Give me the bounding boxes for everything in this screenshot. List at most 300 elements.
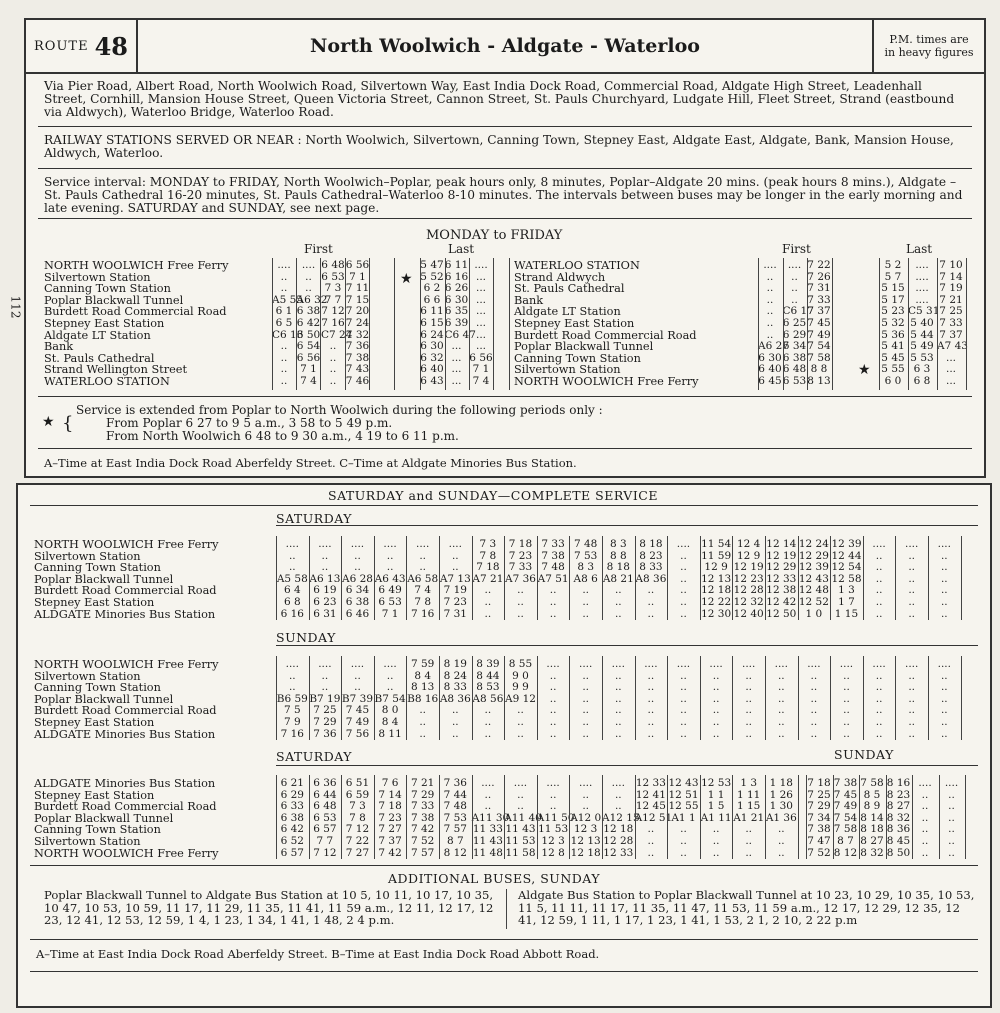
time-cell: 7 12 [313,846,337,859]
time-cell: 12 48 [798,584,829,597]
time-cell: .. [745,835,753,847]
time-cell: .. [582,716,590,728]
time-cell: .. [484,584,492,597]
time-cell: 6 42 [296,317,321,329]
time-cell: 7 15 [345,293,370,306]
time-cell: 7 22 [807,259,831,271]
time-cell: .. [288,561,296,574]
time-cell: 5 2 [884,259,902,271]
time-cell: ... [475,293,486,306]
time-cell: 12 29 [798,549,829,562]
time-cell: .. [484,716,492,728]
stop-name: Canning Town Station [34,681,161,695]
time-cell: ... [945,351,956,364]
column-divider [537,775,538,859]
time-cell: .. [712,823,720,836]
time-cell: A7 43 [937,340,968,353]
time-cell: 12 30 [701,607,732,620]
time-cell: 8 33 [639,561,663,574]
saturday-east-label: SATURDAY [276,749,352,764]
time-cell: .. [386,549,394,562]
time-cell: 7 7 [316,835,334,847]
time-cell: .. [329,340,337,353]
time-cell: 7 42 [378,846,402,859]
time-cell: .. [940,561,948,574]
stop-name: Canning Town Station [514,351,641,365]
time-cell: .. [419,727,427,740]
time-cell: 6 51 [345,777,370,789]
time-cell: .. [680,692,687,705]
time-cell: .. [419,704,427,717]
time-cell: 8 12 [443,846,467,859]
time-cell: .. [614,788,622,801]
time-cell: 12 54 [831,561,862,574]
time-cell: 7 58 [807,351,831,364]
time-cell: 8 4 [414,669,432,682]
column-divider [309,775,310,859]
time-cell: 8 13 [807,375,831,387]
time-cell: A8 36 [439,692,471,705]
time-cell: .. [948,811,955,824]
time-cell: .. [875,692,883,705]
time-cell: .. [484,704,492,717]
time-cell: 7 31 [807,282,831,295]
stop-name: St. Pauls Cathedral [514,282,625,296]
time-cell: 5 45 [881,351,905,364]
time-cell: .. [484,788,492,801]
stop-name: Burdett Road Commercial Road [34,584,217,598]
time-cell: A11 30 [471,811,510,824]
time-cell: A8 56 [472,692,504,705]
time-cell: .... [676,538,691,550]
time-cell: 7 48 [573,538,598,550]
time-cell: .. [766,317,774,329]
stop-name: Silvertown Station [514,363,621,377]
time-cell: 7 29 [807,800,831,813]
time-cell: .. [908,727,916,740]
time-cell: 12 52 [798,596,829,608]
time-cell: 7 37 [378,835,402,847]
time-cell: .. [484,727,492,740]
column-divider [758,258,759,390]
time-cell: 7 36 [443,777,467,789]
time-cell: .. [484,607,492,620]
time-cell: 8 18 [639,538,663,550]
extension-star-west: ★ [400,271,413,287]
time-cell: .. [875,607,883,620]
time-cell: .. [810,727,818,740]
time-cell: 7 45 [833,788,858,801]
time-cell: 8 23 [639,549,663,562]
column-divider [700,536,701,620]
time-cell: .... [546,777,560,789]
time-cell: 8 32 [860,846,884,859]
time-cell: .. [766,270,774,283]
time-cell: .. [875,584,883,597]
time-cell: 8 11 [378,727,402,740]
time-cell: .. [921,788,929,801]
time-cell: 8 50 [886,846,911,859]
time-cell: 8 33 [443,681,467,694]
time-cell: .... [937,658,951,670]
time-cell: .. [777,835,785,847]
time-cell: 7 1 [381,607,399,620]
stop-name: Stepney East Station [34,788,155,802]
time-cell: 7 19 [939,282,963,295]
divider [38,448,972,449]
time-cell: .... [872,538,886,550]
time-cell: 6 21 [280,777,304,789]
stop-name: Burdett Road Commercial Road [34,704,217,718]
time-cell: .. [940,584,948,597]
time-cell: 7 8 [414,596,432,608]
stop-name: ALDGATE Minories Bus Station [34,777,216,790]
time-cell: .. [908,561,916,574]
time-cell: .. [647,727,655,740]
time-cell: 8 18 [606,561,630,574]
time-cell: 5 52 [420,270,444,283]
stop-name: Aldgate LT Station [514,305,621,319]
time-cell: 6 2 [423,282,441,295]
time-cell: 12 24 [798,538,829,550]
time-cell: .. [321,681,329,694]
time-cell: .. [948,823,955,836]
time-cell: .. [745,669,753,682]
time-cell: 6 34 [345,584,370,597]
time-cell: B8 16 [407,692,439,705]
time-cell: .. [582,727,590,740]
time-cell: .. [745,692,753,705]
column-divider [309,536,310,620]
time-cell: .... [318,658,332,670]
time-cell: 7 29 [410,788,435,801]
stop-name: NORTH WOOLWICH Free Ferry [514,375,699,388]
time-cell: .. [354,549,361,562]
time-cell: .. [777,692,785,705]
time-cell: .. [354,681,361,694]
time-cell: 9 9 [512,681,529,694]
time-cell: 7 16 [321,317,345,329]
time-cell: 12 32 [733,596,764,608]
time-cell: .. [875,669,883,682]
time-cell: 12 23 [733,572,764,585]
time-cell: 7 36 [345,340,370,353]
time-cell: 7 9 [283,716,301,728]
column-divider [320,258,321,390]
time-cell: .. [843,716,850,728]
time-cell: .. [875,596,883,608]
time-cell: 12 50 [766,607,797,620]
time-cell: .. [766,293,774,306]
time-cell: .. [680,561,687,574]
time-cell: 7 23 [378,811,402,824]
time-cell: 7 8 [349,811,366,824]
time-cell: 7 21 [939,293,963,306]
time-cell: 7 14 [939,270,963,283]
time-cell: .. [329,363,337,376]
time-cell: .. [305,282,312,295]
column-divider [374,775,375,859]
time-cell: 7 58 [833,823,858,836]
time-cell: 1 3 [838,584,855,597]
time-cell: .. [940,727,948,740]
time-cell: 6 46 [345,607,370,620]
time-cell: 7 5 [283,704,301,717]
column-divider [863,536,864,620]
time-cell: 5 32 [881,317,905,329]
time-cell: .... [872,658,886,670]
weekend-timetable [18,485,994,1010]
column-divider [341,775,342,859]
time-cell: 6 53 [378,596,402,608]
column-divider [341,656,342,740]
time-cell: 7 37 [939,328,963,341]
stop-name: Canning Town Station [34,823,161,837]
time-cell: 11 33 [472,823,503,836]
time-cell: 7 49 [833,800,858,813]
time-cell: 7 33 [508,561,533,574]
time-cell: 7 8 [479,549,497,562]
time-cell: 8 39 [476,658,500,670]
time-cell: 12 4 [736,538,761,550]
stop-name: Aldgate LT Station [44,328,151,342]
column-divider [667,536,668,620]
column-divider [700,656,701,740]
time-cell: .. [419,716,427,728]
time-cell: 6 53 [313,811,337,824]
time-cell: .. [908,572,916,585]
column-divider [472,536,473,620]
time-cell: 9 0 [512,669,529,682]
column-divider [965,775,966,859]
time-cell: A7 21 [472,572,504,585]
column-divider [798,656,799,740]
time-cell: .... [448,538,462,550]
time-cell: 12 33 [635,777,666,789]
time-cell: .. [940,692,948,705]
time-cell: 7 18 [508,538,533,550]
time-cell: .... [905,658,919,670]
time-cell: .... [301,259,316,271]
time-cell: .. [549,669,557,682]
time-cell: 7 33 [939,317,963,329]
time-cell: 7 19 [443,584,467,597]
time-cell: 7 34 [807,811,831,824]
time-cell: .. [908,607,916,620]
column-divider [406,775,407,859]
time-cell: A6 32 [296,293,328,306]
time-cell: .. [517,596,524,608]
time-cell: 6 19 [313,584,337,597]
stop-name: Stepney East Station [44,317,165,330]
time-cell: ... [475,340,486,353]
time-cell: .... [579,777,593,789]
time-cell: A7 13 [439,572,471,585]
column-divider [807,258,808,390]
time-cell: .. [451,727,459,740]
column-divider [806,775,807,859]
time-cell: .. [777,704,785,717]
time-cell: .. [614,596,622,608]
time-cell: .. [549,704,557,717]
column-divider [509,258,510,390]
time-cell: .. [386,681,394,694]
time-cell: B6 59 [276,692,308,705]
time-cell: 12 8 [541,846,565,859]
time-cell: .. [517,716,524,728]
west-first-label: First [304,242,333,256]
time-cell: .. [875,727,883,740]
column-divider [879,258,880,390]
column-divider [859,775,860,859]
column-divider [732,775,733,859]
time-cell: .... [383,658,397,670]
column-divider [469,258,470,390]
time-cell: 5 36 [881,328,905,341]
time-cell: 6 59 [345,788,370,801]
time-cell: ... [451,375,462,387]
time-cell: 6 30 [758,351,782,364]
additional-right: Aldgate Bus Station to Poplar Blackwall Tunnel at 10 23, 10 29, 10 35, 10 53, 11 5, 11 11, 11 17, 11 35, 11 47, 11 53, 11 59 a.m., 12 17, 12 29, 12 35, 12 41, 12 59, 1 11, 1 17, 1 23, 1 41, 1 53, 2 1, 2 10, 2 22 p.m [518,888,975,928]
stop-name: Poplar Blackwall Tunnel [514,340,654,354]
time-cell: 12 43 [668,777,699,789]
time-cell: 5 15 [881,282,905,295]
time-cell: .... [285,538,299,550]
time-cell: 5 55 [881,363,905,376]
time-cell: 8 18 [860,823,884,836]
time-cell: 1 11 [736,788,761,801]
time-cell: A11 50 [536,811,575,824]
time-cell: 7 20 [345,305,370,318]
time-cell: 7 52 [807,846,831,859]
time-cell: .. [843,669,850,682]
time-cell: 6 1 [275,305,293,318]
stop-name: Strand Wellington Street [44,363,188,377]
column-divider [886,775,887,859]
time-cell: .... [807,658,821,670]
time-cell: .. [921,823,929,836]
time-cell: 12 55 [668,800,699,813]
time-cell: .. [680,835,687,847]
stop-name: Poplar Blackwall Tunnel [34,692,174,706]
stop-name: Silvertown Station [34,549,141,563]
time-cell: 12 18 [701,584,732,597]
time-cell: .. [843,704,850,717]
time-cell: 7 53 [573,549,598,562]
time-cell: .. [810,669,818,682]
stop-name: ALDGATE Minories Bus Station [34,607,216,621]
time-cell: 12 28 [733,584,764,597]
time-cell: 8 14 [860,811,884,824]
time-cell: .. [940,681,948,694]
column-divider [602,656,603,740]
time-cell: .... [350,538,365,550]
time-cell: 6 3 [913,363,931,376]
time-cell: 12 44 [831,549,862,562]
time-cell: 5 53 [910,351,934,364]
column-divider [961,536,962,620]
time-cell: 6 5 [275,317,293,329]
time-cell: .... [277,259,291,271]
time-cell: 6 30 [444,293,469,306]
column-divider [937,258,938,390]
time-cell: 7 31 [443,607,467,620]
time-cell: 11 59 [701,549,732,562]
time-cell: 1 15 [834,607,859,620]
stop-name: NORTH WOOLWICH Free Ferry [34,658,219,671]
column-divider [832,258,833,390]
column-divider [732,656,733,740]
time-cell: 7 18 [378,800,402,813]
time-cell: ... [451,340,462,353]
time-cell: 6 24 [420,328,444,341]
railway-text: RAILWAY STATIONS SERVED OR NEAR : North Woolwich, Silvertown, Canning Town, Stepney East, Aldgate East, Aldgate, Bank, Mansion House, Aldwych, Waterloo. [44,133,954,161]
time-cell: .... [285,658,299,670]
footnote-bottom: A–Time at East India Dock Road Aberfeldy Street. B–Time at East India Dock Road Abbott Road. [36,947,600,961]
time-cell: 8 23 [886,788,911,801]
time-cell: A1 1 [671,811,696,824]
time-cell: .. [875,572,883,585]
time-cell: 6 48 [321,259,345,271]
time-cell: .. [614,704,622,717]
column-divider [309,656,310,740]
time-cell: 7 4 [472,375,490,387]
column-divider [504,775,505,859]
time-cell: 7 38 [807,823,831,836]
time-cell: 6 30 [420,340,444,353]
time-cell: 11 43 [505,823,536,836]
time-cell: .. [647,596,655,608]
time-cell: .. [549,800,557,813]
column-divider [406,536,407,620]
column-divider [830,536,831,620]
time-cell: .... [611,658,625,670]
time-cell: 8 32 [886,811,911,824]
pm-note-line-1: P.M. times are [889,33,969,46]
page-title: North Woolwich - Aldgate - Waterloo [310,35,700,57]
time-cell: 12 14 [766,538,797,550]
time-cell: 12 51 [668,788,699,801]
time-cell: A8 6 [573,572,598,585]
time-cell: .... [915,293,929,306]
time-cell: A7 36 [505,572,536,585]
time-cell: 8 8 [609,549,627,562]
time-cell: .. [940,704,948,717]
time-cell: 5 17 [881,293,905,306]
time-cell: .. [484,800,492,813]
time-cell: .. [777,727,785,740]
time-cell: 1 18 [769,777,793,789]
time-cell: 7 43 [345,363,370,376]
time-cell: .. [745,681,753,694]
time-cell: 6 53 [782,375,807,387]
time-cell: 6 8 [913,375,931,387]
time-cell: 7 45 [807,317,831,329]
time-cell: 7 59 [410,658,435,670]
time-cell: 1 7 [838,596,855,608]
time-cell: 7 32 [345,328,370,341]
time-cell: 6 35 [444,305,469,318]
column-divider [928,536,929,620]
time-cell: .... [787,259,802,271]
time-cell: .. [582,607,590,620]
stop-name: WATERLOO STATION [44,375,170,388]
time-cell: 1 30 [769,800,793,813]
time-cell: 6 16 [280,607,304,620]
time-cell: 1 15 [736,800,761,813]
weekend-timetable-page [16,483,992,1008]
time-cell: 7 3 [479,538,497,550]
